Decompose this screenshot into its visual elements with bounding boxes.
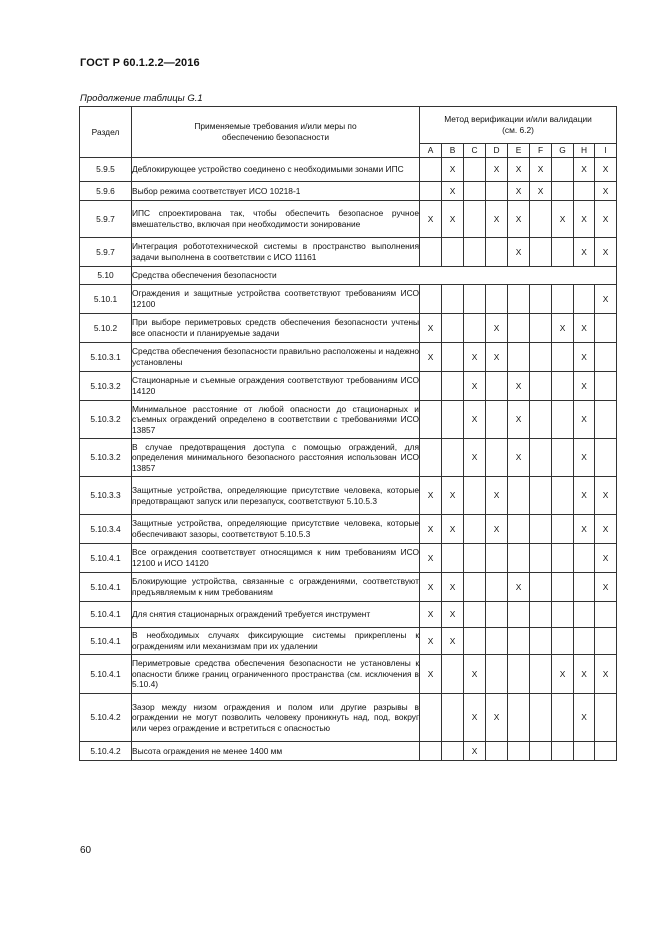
method-cell-c: X [464, 655, 486, 694]
method-cell-i [595, 401, 617, 439]
table-body [80, 158, 617, 761]
method-cell-c: X [464, 372, 486, 401]
section-number: 5.9.6 [80, 182, 132, 201]
method-cell-h: X [574, 655, 595, 694]
method-letter-f: F [530, 144, 552, 158]
method-cell-g: X [552, 655, 574, 694]
method-cell-a: X [420, 573, 442, 602]
method-cell-h: X [574, 372, 595, 401]
method-cell-c [464, 515, 486, 544]
method-cell-g [552, 401, 574, 439]
requirement-text: При выборе периметровых средств обеспечения безопасности учтены все опасности и планируемые задачи [132, 314, 420, 343]
table-row [80, 238, 617, 267]
table-caption: Продолжение таблицы G.1 [80, 93, 203, 104]
section-number: 5.10.3.1 [80, 343, 132, 372]
method-cell-b: X [442, 602, 464, 628]
method-cell-g [552, 182, 574, 201]
method-cell-c [464, 477, 486, 515]
group-title: Средства обеспечения безопасности [132, 267, 617, 285]
method-cell-e [508, 314, 530, 343]
table-row [80, 602, 617, 628]
method-cell-g [552, 439, 574, 477]
method-cell-f: X [530, 158, 552, 182]
method-cell-b [442, 285, 464, 314]
section-number: 5.10 [80, 267, 132, 285]
method-cell-c: X [464, 343, 486, 372]
method-cell-d: X [486, 694, 508, 742]
method-cell-e [508, 655, 530, 694]
method-cell-g: X [552, 314, 574, 343]
method-cell-c: X [464, 401, 486, 439]
method-cell-d [486, 401, 508, 439]
method-cell-a: X [420, 544, 442, 573]
method-cell-g [552, 628, 574, 655]
method-cell-a [420, 694, 442, 742]
table-row [80, 477, 617, 515]
method-cell-b [442, 372, 464, 401]
method-cell-d [486, 544, 508, 573]
method-cell-a [420, 401, 442, 439]
method-cell-d [486, 573, 508, 602]
method-cell-f [530, 285, 552, 314]
section-number: 5.10.1 [80, 285, 132, 314]
document-title: ГОСТ Р 60.1.2.2—2016 [80, 57, 200, 69]
requirements-table [79, 106, 617, 761]
method-cell-g [552, 372, 574, 401]
method-cell-f [530, 628, 552, 655]
method-cell-e: X [508, 372, 530, 401]
method-cell-a: X [420, 655, 442, 694]
method-cell-d [486, 439, 508, 477]
method-cell-f [530, 694, 552, 742]
method-cell-g [552, 158, 574, 182]
method-column-header [420, 107, 617, 144]
method-cell-i: X [595, 573, 617, 602]
method-cell-h: X [574, 343, 595, 372]
requirements-column-header [132, 107, 420, 158]
requirement-text: Интеграция робототехнической системы в пространство выполнения задачи выполнена в соответствии с ИСО 11161 [132, 238, 420, 267]
method-cell-i [595, 439, 617, 477]
method-letter-e: E [508, 144, 530, 158]
method-cell-e: X [508, 158, 530, 182]
method-cell-d [486, 182, 508, 201]
method-cell-h [574, 285, 595, 314]
method-cell-a: X [420, 314, 442, 343]
method-cell-e [508, 285, 530, 314]
method-cell-h [574, 544, 595, 573]
method-cell-g [552, 515, 574, 544]
method-cell-i [595, 602, 617, 628]
table-row [80, 515, 617, 544]
requirement-text: ИПС спроектирована так, чтобы обеспечить безопасное ручное вмешательство, включая при необходимости зонирование [132, 201, 420, 238]
method-cell-e: X [508, 439, 530, 477]
method-cell-i [595, 314, 617, 343]
table-row [80, 158, 617, 182]
method-cell-c [464, 573, 486, 602]
method-cell-h: X [574, 477, 595, 515]
section-number: 5.10.4.1 [80, 573, 132, 602]
requirement-text: Деблокирующее устройство соединено с необходимыми зонами ИПС [132, 158, 420, 182]
method-cell-d: X [486, 477, 508, 515]
table-row [80, 372, 617, 401]
method-cell-c [464, 602, 486, 628]
method-cell-c [464, 544, 486, 573]
method-cell-i: X [595, 182, 617, 201]
method-cell-e [508, 694, 530, 742]
method-cell-a: X [420, 602, 442, 628]
page-number: 60 [80, 845, 92, 856]
method-cell-c [464, 314, 486, 343]
method-cell-b [442, 314, 464, 343]
method-cell-i: X [595, 158, 617, 182]
requirement-text: Все ограждения соответствует относящимся к ним требованиям ИСО 12100 и ИСО 14120 [132, 544, 420, 573]
method-cell-i: X [595, 544, 617, 573]
method-cell-b [442, 401, 464, 439]
method-cell-d: X [486, 201, 508, 238]
section-number: 5.10.4.2 [80, 694, 132, 742]
table-row [80, 314, 617, 343]
section-number: 5.9.7 [80, 238, 132, 267]
method-cell-i: X [595, 477, 617, 515]
requirement-text: Периметровые средства обеспечения безопасности не установлены к опасности ближе границ ограниченного пространства (см. исключения в 5.10.4) [132, 655, 420, 694]
method-cell-e: X [508, 201, 530, 238]
method-cell-a: X [420, 628, 442, 655]
method-cell-f [530, 477, 552, 515]
method-cell-e [508, 544, 530, 573]
method-cell-e: X [508, 182, 530, 201]
method-cell-f [530, 602, 552, 628]
method-cell-a: X [420, 201, 442, 238]
method-cell-f [530, 544, 552, 573]
requirement-text: Зазор между низом ограждения и полом или другие разрывы в ограждении не могут позволить человеку проникнуть над, под, вокруг или через ограждение и встретиться с опасностью [132, 694, 420, 742]
table-row [80, 439, 617, 477]
method-cell-a: X [420, 515, 442, 544]
method-cell-c [464, 285, 486, 314]
method-cell-f [530, 238, 552, 267]
table-row [80, 742, 617, 761]
method-cell-g [552, 238, 574, 267]
table-row [80, 628, 617, 655]
requirement-text: Выбор режима соответствует ИСО 10218-1 [132, 182, 420, 201]
method-cell-b [442, 238, 464, 267]
table-row [80, 285, 617, 314]
method-letter-h: H [574, 144, 595, 158]
method-cell-d [486, 742, 508, 761]
requirement-text: Для снятия стационарных ограждений требуется инструмент [132, 602, 420, 628]
requirement-text: Ограждения и защитные устройства соответствуют требованиям ИСО 12100 [132, 285, 420, 314]
method-cell-d: X [486, 343, 508, 372]
table-group-row [80, 267, 617, 285]
method-cell-e [508, 477, 530, 515]
method-cell-f [530, 573, 552, 602]
method-cell-b: X [442, 158, 464, 182]
method-cell-e [508, 628, 530, 655]
method-cell-b: X [442, 477, 464, 515]
method-cell-i: X [595, 515, 617, 544]
table-row [80, 182, 617, 201]
requirement-text: Стационарные и съемные ограждения соответствуют требованиям ИСО 14120 [132, 372, 420, 401]
method-cell-e [508, 742, 530, 761]
method-cell-h: X [574, 439, 595, 477]
method-cell-g [552, 694, 574, 742]
method-cell-d: X [486, 314, 508, 343]
method-cell-a [420, 742, 442, 761]
method-letter-b: B [442, 144, 464, 158]
section-number: 5.10.4.1 [80, 602, 132, 628]
method-cell-f [530, 314, 552, 343]
method-cell-b: X [442, 515, 464, 544]
section-number: 5.10.3.2 [80, 401, 132, 439]
method-cell-g [552, 343, 574, 372]
method-cell-g [552, 602, 574, 628]
method-cell-i [595, 628, 617, 655]
method-cell-e [508, 602, 530, 628]
method-cell-a [420, 158, 442, 182]
method-letter-a: A [420, 144, 442, 158]
method-cell-g [552, 285, 574, 314]
method-cell-b [442, 694, 464, 742]
method-cell-i: X [595, 201, 617, 238]
method-cell-c: X [464, 742, 486, 761]
method-cell-h: X [574, 238, 595, 267]
section-number: 5.10.3.3 [80, 477, 132, 515]
method-cell-i [595, 372, 617, 401]
section-number: 5.10.3.4 [80, 515, 132, 544]
method-cell-d [486, 628, 508, 655]
method-cell-i [595, 343, 617, 372]
method-cell-b [442, 343, 464, 372]
method-letter-i: I [595, 144, 617, 158]
method-cell-f [530, 655, 552, 694]
method-cell-h [574, 628, 595, 655]
method-cell-g: X [552, 201, 574, 238]
method-header-text: Метод верификации и/или валидации (см. 6.2) [444, 114, 592, 135]
method-cell-a [420, 238, 442, 267]
section-number: 5.10.2 [80, 314, 132, 343]
method-cell-f [530, 372, 552, 401]
method-cell-g [552, 742, 574, 761]
requirement-text: В случае предотвращения доступа с помощью ограждений, для определения минимального безопасного расстояния использован ИСО 13857 [132, 439, 420, 477]
method-cell-f [530, 515, 552, 544]
section-number: 5.9.7 [80, 201, 132, 238]
method-cell-d: X [486, 515, 508, 544]
method-cell-b: X [442, 182, 464, 201]
requirement-text: В необходимых случаях фиксирующие системы прикреплены к ограждениям или механизмам при их удалении [132, 628, 420, 655]
method-cell-h: X [574, 694, 595, 742]
section-column-header: Раздел [80, 107, 132, 158]
method-cell-b [442, 544, 464, 573]
method-cell-c [464, 628, 486, 655]
method-cell-i: X [595, 655, 617, 694]
table-row [80, 655, 617, 694]
method-cell-b: X [442, 201, 464, 238]
method-cell-b: X [442, 628, 464, 655]
requirement-text: Высота ограждения не менее 1400 мм [132, 742, 420, 761]
method-cell-a [420, 285, 442, 314]
method-cell-d [486, 602, 508, 628]
method-cell-i [595, 694, 617, 742]
method-cell-i: X [595, 285, 617, 314]
method-cell-g [552, 477, 574, 515]
method-cell-b: X [442, 573, 464, 602]
table-row [80, 544, 617, 573]
section-number: 5.10.3.2 [80, 372, 132, 401]
method-cell-f [530, 401, 552, 439]
section-number: 5.10.4.2 [80, 742, 132, 761]
method-cell-c: X [464, 694, 486, 742]
requirement-text: Защитные устройства, определяющие присутствие человека, которые обеспечивают зазоры, соответствуют 5.10.5.3 [132, 515, 420, 544]
method-cell-g [552, 573, 574, 602]
method-letter-c: C [464, 144, 486, 158]
table-row [80, 694, 617, 742]
method-cell-e [508, 515, 530, 544]
method-cell-g [552, 544, 574, 573]
requirement-text: Блокирующие устройства, связанные с ограждениями, соответствуют предъявляемым к ним требованиям [132, 573, 420, 602]
method-cell-e [508, 343, 530, 372]
table-row [80, 201, 617, 238]
requirements-header-text: Применяемые требования и/или меры по обеспечению безопасности [194, 121, 357, 142]
requirement-text: Минимальное расстояние от любой опасности до стационарных и съемных ограждений определено в соответствии с требованиями ИСО 13857 [132, 401, 420, 439]
section-number: 5.10.4.1 [80, 628, 132, 655]
method-cell-c: X [464, 439, 486, 477]
method-cell-e: X [508, 401, 530, 439]
method-cell-c [464, 201, 486, 238]
method-cell-h [574, 742, 595, 761]
method-cell-h [574, 573, 595, 602]
method-cell-h: X [574, 515, 595, 544]
method-cell-i: X [595, 238, 617, 267]
method-cell-h: X [574, 401, 595, 439]
method-letter-g: G [552, 144, 574, 158]
table-row [80, 401, 617, 439]
method-cell-e: X [508, 238, 530, 267]
method-cell-b [442, 655, 464, 694]
method-cell-a [420, 182, 442, 201]
method-letter-d: D [486, 144, 508, 158]
table-row [80, 343, 617, 372]
requirement-text: Защитные устройства, определяющие присутствие человека, которые предотвращают запуск или перезапуск, соответствуют 5.10.5.3 [132, 477, 420, 515]
method-cell-d [486, 238, 508, 267]
method-cell-c [464, 238, 486, 267]
method-cell-f [530, 742, 552, 761]
method-cell-h: X [574, 314, 595, 343]
method-cell-f [530, 439, 552, 477]
section-number: 5.9.5 [80, 158, 132, 182]
method-cell-d [486, 655, 508, 694]
method-cell-a [420, 372, 442, 401]
section-number: 5.10.4.1 [80, 655, 132, 694]
method-cell-a [420, 439, 442, 477]
method-cell-h [574, 602, 595, 628]
section-number: 5.10.3.2 [80, 439, 132, 477]
method-cell-h: X [574, 158, 595, 182]
method-cell-b [442, 742, 464, 761]
method-cell-d [486, 372, 508, 401]
method-cell-e: X [508, 573, 530, 602]
method-cell-c [464, 158, 486, 182]
method-cell-f [530, 201, 552, 238]
method-cell-f: X [530, 182, 552, 201]
method-cell-f [530, 343, 552, 372]
method-cell-d [486, 285, 508, 314]
requirement-text: Средства обеспечения безопасности правильно расположены и надежно установлены [132, 343, 420, 372]
method-cell-b [442, 439, 464, 477]
method-cell-a: X [420, 343, 442, 372]
method-cell-i [595, 742, 617, 761]
section-number: 5.10.4.1 [80, 544, 132, 573]
method-cell-d: X [486, 158, 508, 182]
method-cell-h [574, 182, 595, 201]
method-cell-c [464, 182, 486, 201]
method-cell-a: X [420, 477, 442, 515]
table-row [80, 573, 617, 602]
method-cell-h: X [574, 201, 595, 238]
